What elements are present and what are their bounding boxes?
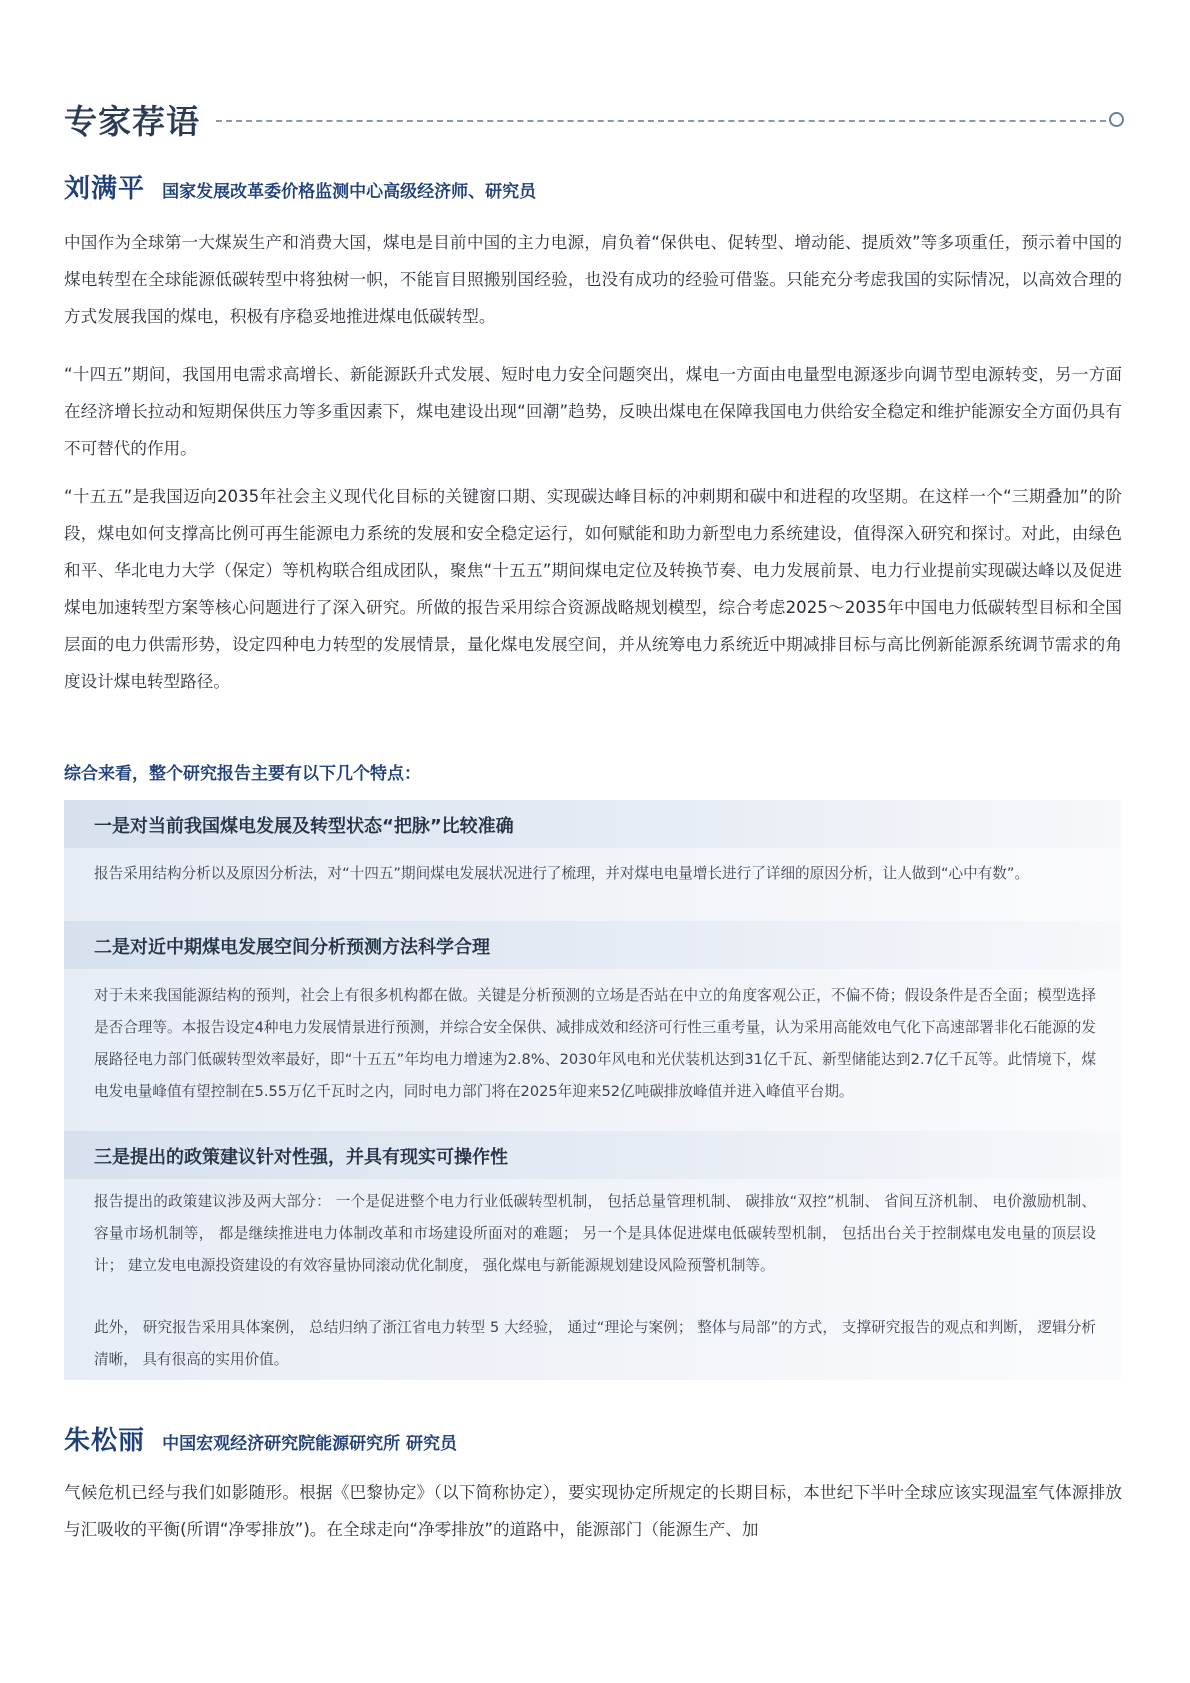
expert-header-2 xyxy=(64,1420,457,1457)
point-title: 一是对当前我国煤电发展及转型状态“把脉”比较准确 xyxy=(94,816,514,837)
expert-paragraph: “十五五”是我国迈向2035年社会主义现代化目标的关键窗口期、实现碳达峰目标的冲刺期和碳中和进程的攻坚期。在这样一个“三期叠加”的阶段，煤电如何支撑高比例可再生能源电力系统的发展和安全稳定运行，如何赋能和助力新型电力系统建设，值得深入研究和探讨。对此，由绿色和平、华北电力大学（保定）等机构联合组成团队，聚焦“十五五”期间煤电定位及转换节奏、电力发展前景、电力行业提前实现碳达峰以及促进煤电加速转型方案等核心问题进行了深入研究。所做的报告采用综合资源战略规划模型，综合考虑2025～2035年中国电力低碳转型目标和全国层面的电力供需形势，设定四种电力转型的发展情景，量化煤电发展空间，并从统筹电力系统近中期减排目标与高比例新能源系统调节需求的角度设计煤电转型路径。 xyxy=(64,487,1122,691)
key-points-box xyxy=(64,800,1121,1380)
point-body: 报告提出的政策建议涉及两大部分： 一个是促进整个电力行业低碳转型机制， 包括总量管理机制、 碳排放“双控”机制、 省间互济机制、 电价激励机制、 容量市场机制等， 都是继续推进电力体制改革和市场建设所面对的难题； 另一个是具体促进煤电低碳转型机制， 包括出台关于控制煤电发电量的顶层设计； 建立发电电源投资建设的有效容量协同滚动优化制度， 强化煤电与新能源规划建设风险预警机制等。 xyxy=(94,1193,1096,1274)
point-header xyxy=(64,921,1121,969)
point-body-extra: 此外， 研究报告采用具体案例， 总结归纳了浙江省电力转型 5 大经验， 通过“理论与案例； 整体与局部”的方式， 支撑研究报告的观点和判断， 逻辑分析清晰， 具有很高的实用价值。 xyxy=(94,1319,1096,1368)
point-body: 对于未来我国能源结构的预判，社会上有很多机构都在做。关键是分析预测的立场是否站在中立的角度客观公正，不偏不倚；假设条件是否全面；模型选择是否合理等。本报告设定4种电力发展情景进行预测，并综合安全保供、减排成效和经济可行性三重考量，认为采用高能效电气化下高速部署非化石能源的发展路径电力部门低碳转型效率最好，即“十五五”年均电力增速为2.8%、2030年风电和光伏装机达到31亿千瓦、新型储能达到2.7亿千瓦等。此情境下，煤电发电量峰值有望控制在5.55万亿千瓦时之内，同时电力部门将在2025年迎来52亿吨碳排放峰值并进入峰值平台期。 xyxy=(94,987,1096,1100)
expert-paragraph: 气候危机已经与我们如影随形。根据《巴黎协定》（以下简称协定），要实现协定所规定的长期目标，本世纪下半叶全球应该实现温室气体源排放与汇吸收的平衡(所谓“净零排放”)。在全球走向“净零排放”的道路中，能源部门（能源生产、加 xyxy=(64,1483,1122,1539)
section-header xyxy=(64,96,1124,146)
expert-title: 国家发展改革委价格监测中心高级经济师、研究员 xyxy=(162,182,537,202)
point-title: 三是提出的政策建议针对性强，并具有现实可操作性 xyxy=(94,1147,508,1168)
expert-name: 刘满平 xyxy=(64,174,146,204)
expert-header-1 xyxy=(64,168,536,205)
point-title: 二是对近中期煤电发展空间分析预测方法科学合理 xyxy=(94,937,490,958)
point-body: 报告采用结构分析以及原因分析法，对“十四五”期间煤电发展状况进行了梳理，并对煤电电量增长进行了详细的原因分析，让人做到“心中有数”。 xyxy=(94,865,1030,882)
page-title: 专家荐语 xyxy=(64,102,200,141)
expert-title: 中国宏观经济研究院能源研究所 研究员 xyxy=(162,1434,458,1454)
point-header xyxy=(64,1131,1121,1179)
expert-name: 朱松丽 xyxy=(64,1426,146,1456)
summary-lead: 综合来看，整个研究报告主要有以下几个特点： xyxy=(64,764,421,784)
circle-end-icon xyxy=(1109,112,1124,127)
title-divider-line xyxy=(216,120,1106,122)
point-header xyxy=(64,800,1121,848)
expert-paragraph: “十四五”期间，我国用电需求高增长、新能源跃升式发展、短时电力安全问题突出，煤电一方面由电量型电源逐步向调节型电源转变，另一方面在经济增长拉动和短期保供压力等多重因素下，煤电建设出现“回潮”趋势，反映出煤电在保障我国电力供给安全稳定和维护能源安全方面仍具有不可替代的作用。 xyxy=(64,365,1122,458)
expert-paragraph: 中国作为全球第一大煤炭生产和消费大国，煤电是目前中国的主力电源，肩负着“保供电、促转型、增动能、提质效”等多项重任，预示着中国的煤电转型在全球能源低碳转型中将独树一帜，不能盲目照搬别国经验，也没有成功的经验可借鉴。只能充分考虑我国的实际情况，以高效合理的方式发展我国的煤电，积极有序稳妥地推进煤电低碳转型。 xyxy=(64,233,1122,326)
